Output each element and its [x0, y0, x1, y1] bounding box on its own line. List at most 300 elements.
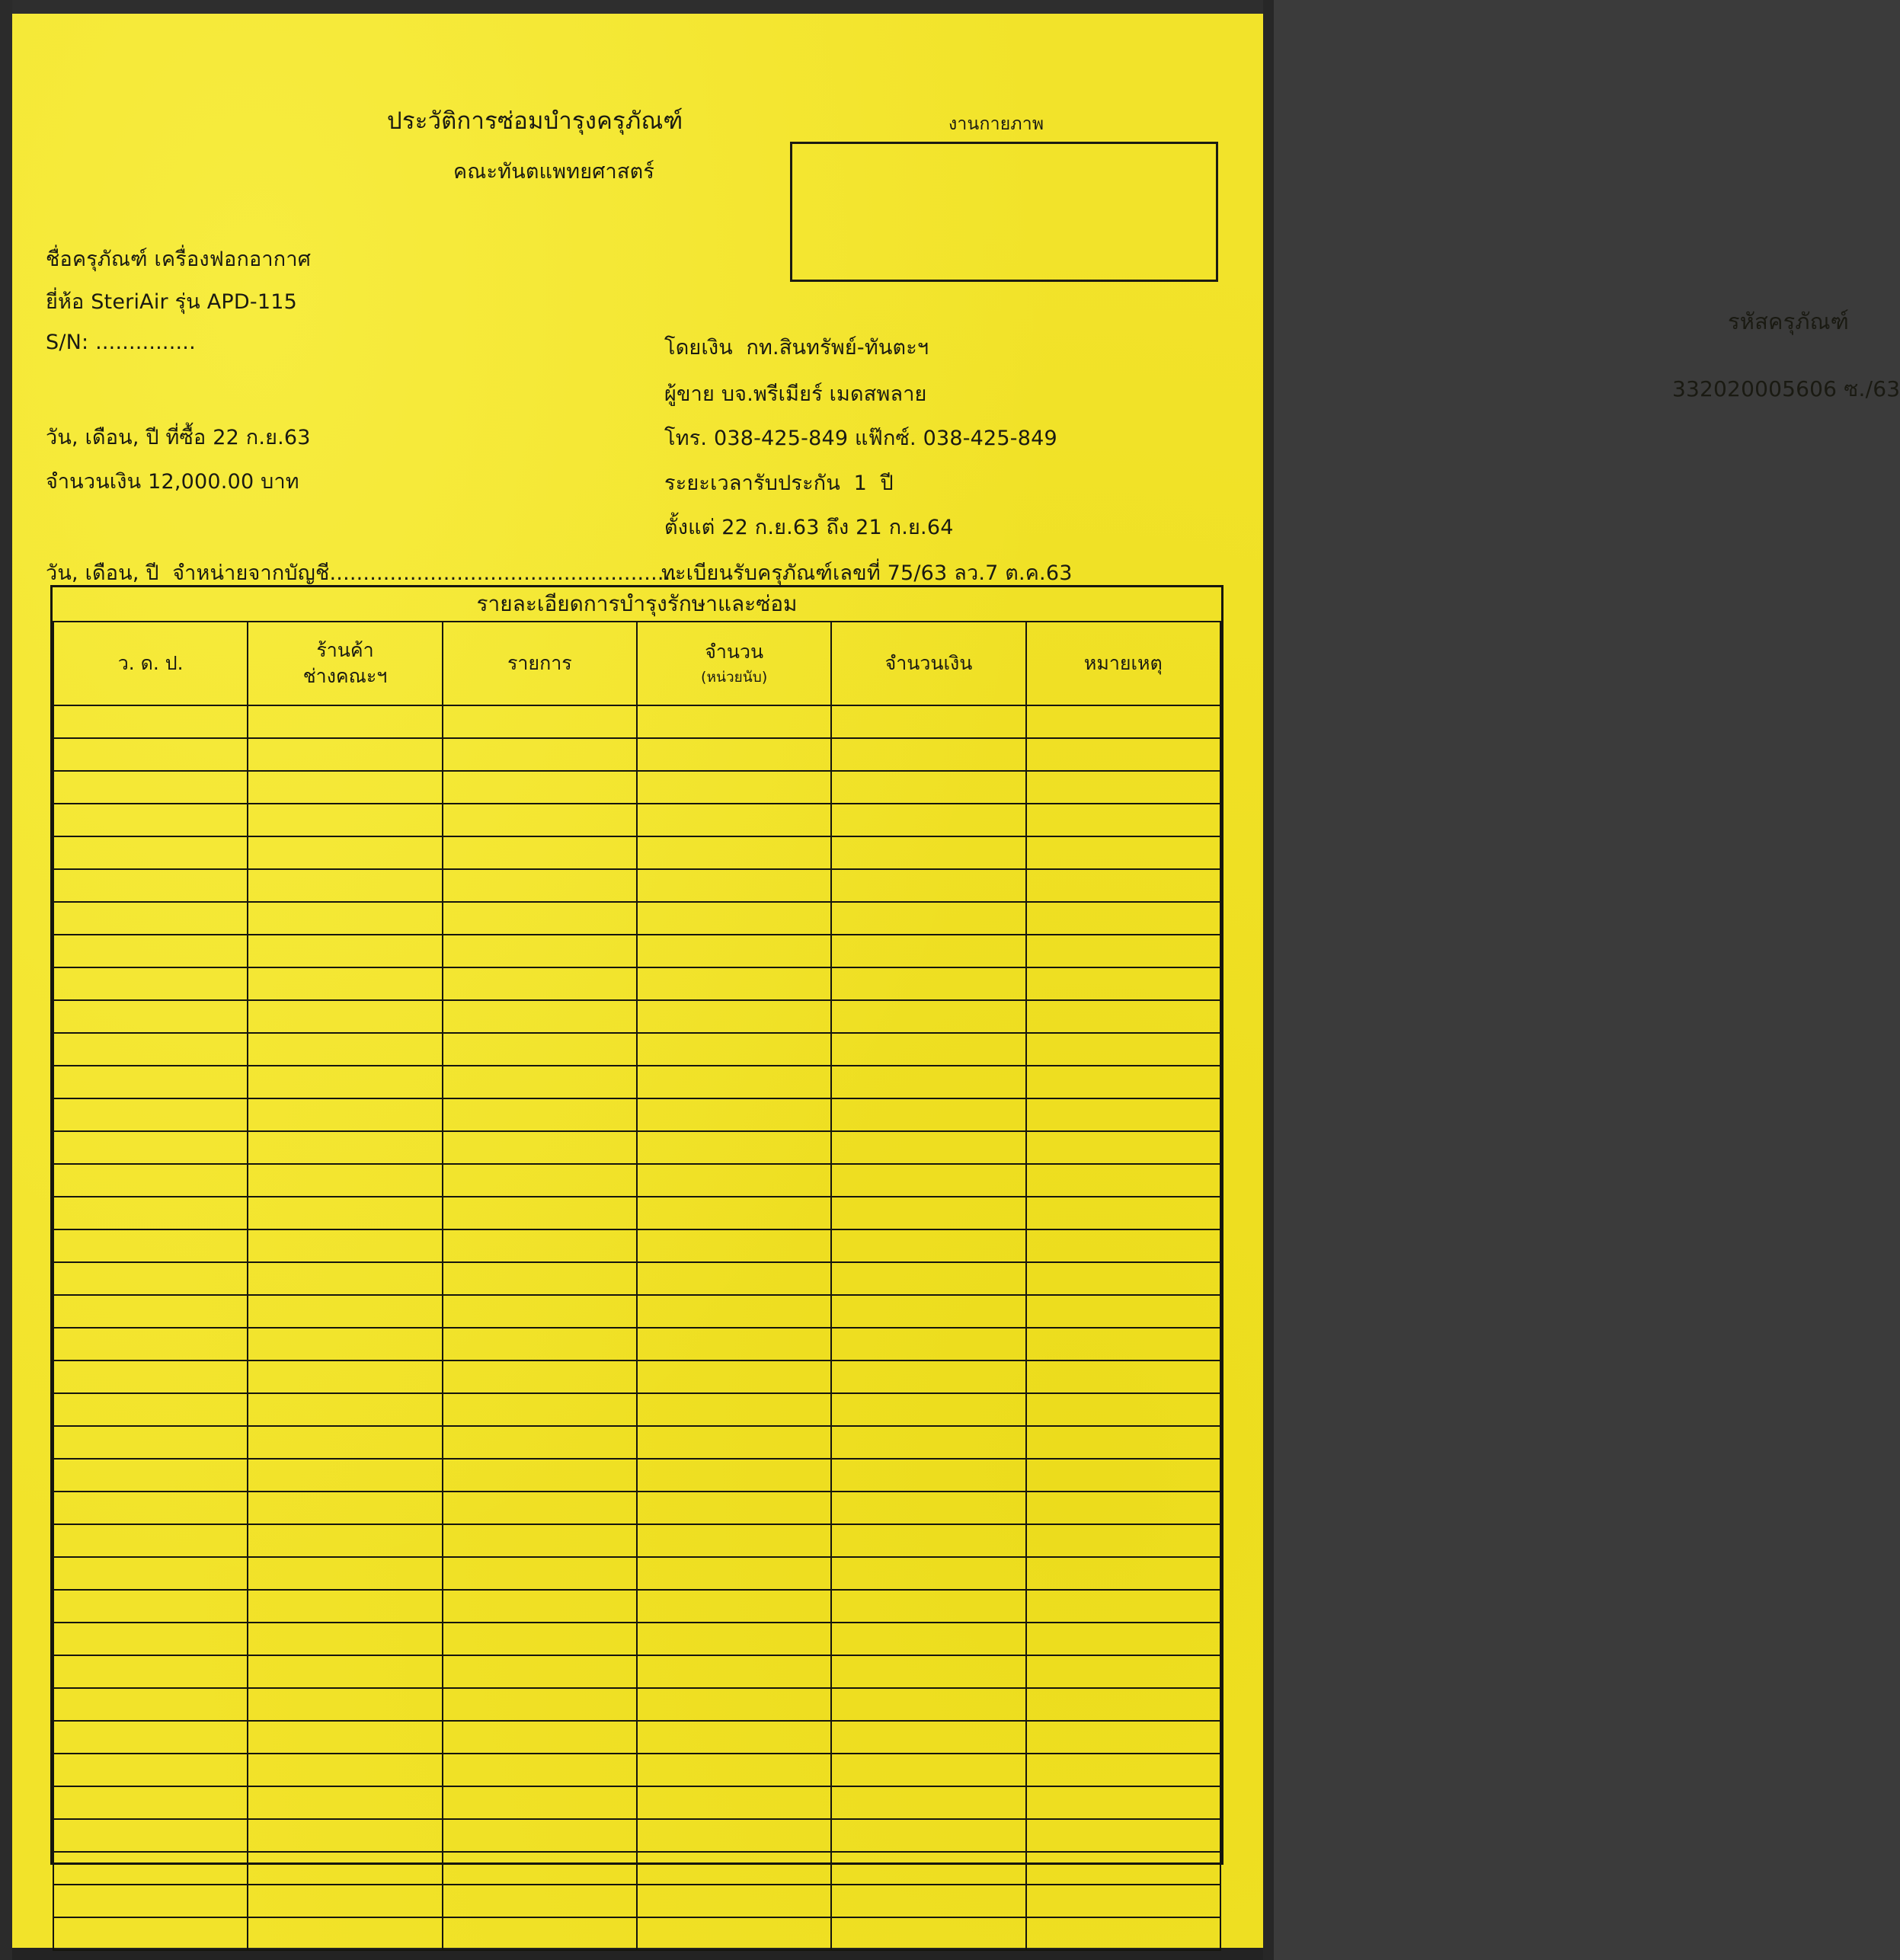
column-header-quantity-unit: (หน่วยนับ) — [701, 669, 768, 686]
table-row — [53, 1360, 1220, 1393]
cell-shop — [248, 1524, 442, 1557]
cell-shop — [248, 1885, 442, 1917]
cell-item — [443, 1360, 637, 1393]
cell-item — [443, 1164, 637, 1197]
cell-amount — [831, 1655, 1025, 1688]
cell-amount — [831, 1590, 1025, 1623]
cell-amount — [831, 804, 1025, 836]
cell-date — [53, 1786, 248, 1819]
column-header-quantity-label: จำนวน — [705, 641, 764, 663]
cell-item — [443, 1197, 637, 1229]
cell-quantity — [637, 1066, 831, 1098]
table-row — [53, 1164, 1220, 1197]
cell-shop — [248, 869, 442, 902]
cell-amount — [831, 1852, 1025, 1885]
table-banner-row — [53, 587, 1220, 622]
asset-name-line: ชื่อครุภัณฑ์ เครื่องฟอกอากาศ — [46, 248, 312, 271]
cell-shop — [248, 1786, 442, 1819]
cell-date — [53, 1426, 248, 1459]
cell-quantity — [637, 705, 831, 738]
cell-item — [443, 869, 637, 902]
table-row — [53, 836, 1220, 869]
cell-quantity — [637, 1917, 831, 1950]
cell-item — [443, 1131, 637, 1164]
column-header-shop — [248, 622, 442, 705]
column-header-item: รายการ — [443, 622, 637, 705]
cell-amount — [831, 1229, 1025, 1262]
cell-amount — [831, 935, 1025, 967]
cell-date — [53, 1295, 248, 1328]
table-row — [53, 1492, 1220, 1524]
cell-date — [53, 1557, 248, 1590]
table-row — [53, 1623, 1220, 1655]
cell-amount — [831, 1033, 1025, 1066]
cell-item — [443, 967, 637, 1000]
cell-remark — [1026, 1623, 1220, 1655]
cell-remark — [1026, 1229, 1220, 1262]
cell-quantity — [637, 1360, 831, 1393]
cell-date — [53, 1000, 248, 1033]
cell-quantity — [637, 804, 831, 836]
cell-quantity — [637, 1721, 831, 1754]
cell-date — [53, 1819, 248, 1852]
cell-quantity — [637, 967, 831, 1000]
cell-date — [53, 902, 248, 935]
cell-remark — [1026, 1721, 1220, 1754]
table-row — [53, 1524, 1220, 1557]
table-row — [53, 705, 1220, 738]
cell-date — [53, 869, 248, 902]
maintenance-table — [50, 585, 1223, 1865]
asset-serial-line: S/N: ............... — [46, 331, 196, 354]
table-row — [53, 1852, 1220, 1885]
cell-remark — [1026, 1033, 1220, 1066]
table-row — [53, 1426, 1220, 1459]
cell-remark — [1026, 1393, 1220, 1426]
cell-item — [443, 1819, 637, 1852]
cell-remark — [1026, 1557, 1220, 1590]
cell-date — [53, 1098, 248, 1131]
purchase-amount-line: จำนวนเงิน 12,000.00 บาท — [46, 470, 299, 494]
cell-quantity — [637, 1655, 831, 1688]
cell-amount — [831, 836, 1025, 869]
cell-shop — [248, 1426, 442, 1459]
cell-amount — [831, 1066, 1025, 1098]
maintenance-table-body — [53, 587, 1220, 1950]
column-header-quantity — [637, 622, 831, 705]
scan-edge-right — [1263, 0, 1274, 1960]
table-row — [53, 869, 1220, 902]
cell-amount — [831, 1688, 1025, 1721]
register-number-line: ทะเบียนรับครุภัณฑ์เลขที่ 75/63 ลว.7 ต.ค.63 — [661, 561, 1073, 585]
cell-shop — [248, 804, 442, 836]
cell-date — [53, 1623, 248, 1655]
cell-remark — [1026, 935, 1220, 967]
cell-quantity — [637, 869, 831, 902]
cell-amount — [831, 1459, 1025, 1492]
table-row — [53, 1066, 1220, 1098]
cell-remark — [1026, 705, 1220, 738]
fund-source-line: โดยเงิน กท.สินทรัพย์-ทันตะฯ — [664, 336, 929, 360]
cell-remark — [1026, 869, 1220, 902]
cell-quantity — [637, 1885, 831, 1917]
cell-shop — [248, 1557, 442, 1590]
cell-quantity — [637, 1492, 831, 1524]
cell-amount — [831, 1000, 1025, 1033]
cell-shop — [248, 1721, 442, 1754]
cell-date — [53, 1066, 248, 1098]
cell-quantity — [637, 1819, 831, 1852]
cell-quantity — [637, 1786, 831, 1819]
cell-shop — [248, 1393, 442, 1426]
cell-amount — [831, 1557, 1025, 1590]
cell-remark — [1026, 1262, 1220, 1295]
cell-date — [53, 1590, 248, 1623]
cell-quantity — [637, 1295, 831, 1328]
cell-remark — [1026, 804, 1220, 836]
cell-remark — [1026, 771, 1220, 804]
cell-amount — [831, 1754, 1025, 1786]
cell-quantity — [637, 1033, 831, 1066]
cell-amount — [831, 1295, 1025, 1328]
cell-remark — [1026, 1098, 1220, 1131]
table-row — [53, 1328, 1220, 1360]
cell-quantity — [637, 1688, 831, 1721]
cell-date — [53, 1197, 248, 1229]
warranty-duration-line: ระยะเวลารับประกัน 1 ปี — [664, 472, 894, 495]
cell-item — [443, 1852, 637, 1885]
cell-shop — [248, 1229, 442, 1262]
cell-amount — [831, 869, 1025, 902]
cell-item — [443, 935, 637, 967]
cell-date — [53, 804, 248, 836]
cell-remark — [1026, 1655, 1220, 1688]
cell-shop — [248, 1590, 442, 1623]
cell-shop — [248, 1131, 442, 1164]
column-header-remark: หมายเหตุ — [1026, 622, 1220, 705]
cell-item — [443, 1033, 637, 1066]
maintenance-table-inner — [53, 587, 1221, 1951]
cell-shop — [248, 1688, 442, 1721]
page-title: ประวัติการซ่อมบำรุงครุภัณฑ์ — [387, 107, 683, 135]
cell-remark — [1026, 1590, 1220, 1623]
cell-quantity — [637, 935, 831, 967]
cell-item — [443, 1524, 637, 1557]
cell-date — [53, 771, 248, 804]
table-row — [53, 1459, 1220, 1492]
cell-item — [443, 902, 637, 935]
table-banner: รายละเอียดการบำรุงรักษาและซ่อม — [53, 587, 1220, 622]
table-row — [53, 1688, 1220, 1721]
cell-amount — [831, 902, 1025, 935]
cell-quantity — [637, 836, 831, 869]
cell-remark — [1026, 836, 1220, 869]
cell-date — [53, 1655, 248, 1688]
cell-shop — [248, 1098, 442, 1131]
cell-remark — [1026, 1426, 1220, 1459]
cell-remark — [1026, 1786, 1220, 1819]
cell-remark — [1026, 1688, 1220, 1721]
cell-date — [53, 1459, 248, 1492]
cell-item — [443, 1229, 637, 1262]
cell-remark — [1026, 1492, 1220, 1524]
column-header-date: ว. ด. ป. — [53, 622, 248, 705]
cell-item — [443, 1098, 637, 1131]
cell-amount — [831, 1623, 1025, 1655]
cell-amount — [831, 705, 1025, 738]
cell-date — [53, 1360, 248, 1393]
cell-item — [443, 1262, 637, 1295]
cell-item — [443, 836, 637, 869]
cell-item — [443, 771, 637, 804]
cell-item — [443, 1295, 637, 1328]
cell-shop — [248, 1000, 442, 1033]
cell-date — [53, 1917, 248, 1950]
cell-date — [53, 1229, 248, 1262]
cell-shop — [248, 1459, 442, 1492]
table-row — [53, 1917, 1220, 1950]
cell-amount — [831, 1328, 1025, 1360]
table-row — [53, 935, 1220, 967]
cell-quantity — [637, 738, 831, 771]
cell-item — [443, 1590, 637, 1623]
cell-remark — [1026, 1885, 1220, 1917]
column-header-amount: จำนวนเงิน — [831, 622, 1025, 705]
table-row — [53, 1655, 1220, 1688]
table-row — [53, 1131, 1220, 1164]
cell-amount — [831, 771, 1025, 804]
warranty-period-line: ตั้งแต่ 22 ก.ย.63 ถึง 21 ก.ย.64 — [664, 516, 954, 539]
cell-date — [53, 1262, 248, 1295]
cell-item — [443, 1557, 637, 1590]
cell-remark — [1026, 1131, 1220, 1164]
cell-quantity — [637, 1131, 831, 1164]
cell-amount — [831, 1197, 1025, 1229]
cell-shop — [248, 1492, 442, 1524]
table-row — [53, 804, 1220, 836]
cell-quantity — [637, 1164, 831, 1197]
table-row — [53, 738, 1220, 771]
cell-item — [443, 1066, 637, 1098]
cell-date — [53, 1033, 248, 1066]
cell-shop — [248, 1295, 442, 1328]
cell-remark — [1026, 1917, 1220, 1950]
cell-quantity — [637, 1426, 831, 1459]
cell-item — [443, 1721, 637, 1754]
cell-shop — [248, 1655, 442, 1688]
table-row — [53, 1098, 1220, 1131]
cell-quantity — [637, 1557, 831, 1590]
table-row — [53, 1885, 1220, 1917]
asset-code-value: 332020005606 ซ./63 — [1672, 376, 1900, 401]
table-header-row — [53, 622, 1220, 705]
cell-quantity — [637, 1098, 831, 1131]
cell-quantity — [637, 1000, 831, 1033]
cell-shop — [248, 1164, 442, 1197]
cell-shop — [248, 705, 442, 738]
cell-shop — [248, 738, 442, 771]
cell-quantity — [637, 1197, 831, 1229]
cell-remark — [1026, 1000, 1220, 1033]
table-row — [53, 1721, 1220, 1754]
cell-item — [443, 1393, 637, 1426]
cell-quantity — [637, 1623, 831, 1655]
cell-item — [443, 1786, 637, 1819]
cell-amount — [831, 1492, 1025, 1524]
seller-contact-line: โทร. 038-425-849 แฟ๊กซ์. 038-425-849 — [664, 427, 1057, 450]
cell-date — [53, 1524, 248, 1557]
cell-item — [443, 1426, 637, 1459]
cell-quantity — [637, 902, 831, 935]
cell-shop — [248, 1360, 442, 1393]
cell-date — [53, 1754, 248, 1786]
cell-item — [443, 1328, 637, 1360]
cell-shop — [248, 1066, 442, 1098]
cell-remark — [1026, 1197, 1220, 1229]
cell-shop — [248, 1262, 442, 1295]
cell-item — [443, 1000, 637, 1033]
cell-remark — [1026, 1066, 1220, 1098]
table-row — [53, 1557, 1220, 1590]
cell-date — [53, 1328, 248, 1360]
cell-quantity — [637, 1852, 831, 1885]
cell-item — [443, 738, 637, 771]
cell-remark — [1026, 1524, 1220, 1557]
asset-code-label: รหัสครุภัณฑ์ — [1728, 309, 1850, 334]
cell-quantity — [637, 771, 831, 804]
table-row — [53, 1197, 1220, 1229]
table-row — [53, 967, 1220, 1000]
cell-shop — [248, 1917, 442, 1950]
table-row — [53, 1590, 1220, 1623]
cell-quantity — [637, 1393, 831, 1426]
table-row — [53, 1819, 1220, 1852]
cell-date — [53, 1131, 248, 1164]
scan-edge-left — [0, 0, 12, 1960]
cell-shop — [248, 902, 442, 935]
cell-quantity — [637, 1229, 831, 1262]
cell-remark — [1026, 738, 1220, 771]
cell-amount — [831, 1917, 1025, 1950]
cell-shop — [248, 967, 442, 1000]
cell-date — [53, 1688, 248, 1721]
cell-amount — [831, 1524, 1025, 1557]
asset-brand-line: ยี่ห้อ SteriAir รุ่น APD-115 — [46, 290, 297, 314]
cell-shop — [248, 935, 442, 967]
cell-remark — [1026, 1852, 1220, 1885]
scan-edge-top — [0, 0, 1274, 14]
cell-amount — [831, 1786, 1025, 1819]
cell-date — [53, 1721, 248, 1754]
table-row — [53, 1295, 1220, 1328]
cell-amount — [831, 1393, 1025, 1426]
cell-date — [53, 935, 248, 967]
table-row — [53, 1033, 1220, 1066]
cell-quantity — [637, 1328, 831, 1360]
cell-remark — [1026, 902, 1220, 935]
column-header-shop-line1: ร้านค้า ช่างคณะฯ — [302, 639, 388, 687]
table-row — [53, 1786, 1220, 1819]
cell-amount — [831, 738, 1025, 771]
seller-line: ผู้ขาย บจ.พรีเมียร์ เมดสพลาย — [664, 382, 927, 406]
cell-shop — [248, 771, 442, 804]
cell-item — [443, 1459, 637, 1492]
cell-amount — [831, 1164, 1025, 1197]
table-row — [53, 771, 1220, 804]
cell-amount — [831, 967, 1025, 1000]
cell-shop — [248, 1819, 442, 1852]
table-row — [53, 1393, 1220, 1426]
cell-amount — [831, 1426, 1025, 1459]
table-row — [53, 902, 1220, 935]
cell-quantity — [637, 1524, 831, 1557]
cell-amount — [831, 1885, 1025, 1917]
cell-shop — [248, 1328, 442, 1360]
cell-shop — [248, 1197, 442, 1229]
cell-item — [443, 1917, 637, 1950]
cell-amount — [831, 1131, 1025, 1164]
cell-item — [443, 705, 637, 738]
cell-amount — [831, 1262, 1025, 1295]
cell-remark — [1026, 1819, 1220, 1852]
cell-amount — [831, 1360, 1025, 1393]
cell-date — [53, 967, 248, 1000]
cell-remark — [1026, 1754, 1220, 1786]
cell-remark — [1026, 1360, 1220, 1393]
cell-quantity — [637, 1262, 831, 1295]
cell-date — [53, 1885, 248, 1917]
cell-shop — [248, 1754, 442, 1786]
cell-remark — [1026, 1164, 1220, 1197]
cell-item — [443, 804, 637, 836]
cell-shop — [248, 1033, 442, 1066]
cell-date — [53, 705, 248, 738]
cell-shop — [248, 1623, 442, 1655]
department-label: งานกายภาพ — [948, 114, 1044, 134]
cell-remark — [1026, 1328, 1220, 1360]
cell-date — [53, 836, 248, 869]
cell-remark — [1026, 1295, 1220, 1328]
dispose-date-line: วัน, เดือน, ปี จำหน่ายจากบัญชี.................................................... — [46, 561, 678, 585]
cell-quantity — [637, 1459, 831, 1492]
purchase-date-line: วัน, เดือน, ปี ที่ซื้อ 22 ก.ย.63 — [46, 426, 311, 449]
cell-shop — [248, 836, 442, 869]
cell-date — [53, 1852, 248, 1885]
cell-quantity — [637, 1590, 831, 1623]
cell-item — [443, 1492, 637, 1524]
cell-date — [53, 1393, 248, 1426]
cell-remark — [1026, 1459, 1220, 1492]
cell-amount — [831, 1721, 1025, 1754]
table-row — [53, 1000, 1220, 1033]
cell-item — [443, 1754, 637, 1786]
table-row — [53, 1754, 1220, 1786]
cell-shop — [248, 1852, 442, 1885]
cell-item — [443, 1655, 637, 1688]
cell-amount — [831, 1819, 1025, 1852]
table-row — [53, 1229, 1220, 1262]
cell-remark — [1026, 967, 1220, 1000]
cell-quantity — [637, 1754, 831, 1786]
cell-date — [53, 738, 248, 771]
cell-item — [443, 1688, 637, 1721]
cell-date — [53, 1492, 248, 1524]
table-row — [53, 1262, 1220, 1295]
cell-item — [443, 1885, 637, 1917]
cell-amount — [831, 1098, 1025, 1131]
page-subtitle: คณะทันตแพทยศาสตร์ — [453, 160, 655, 184]
cell-item — [443, 1623, 637, 1655]
